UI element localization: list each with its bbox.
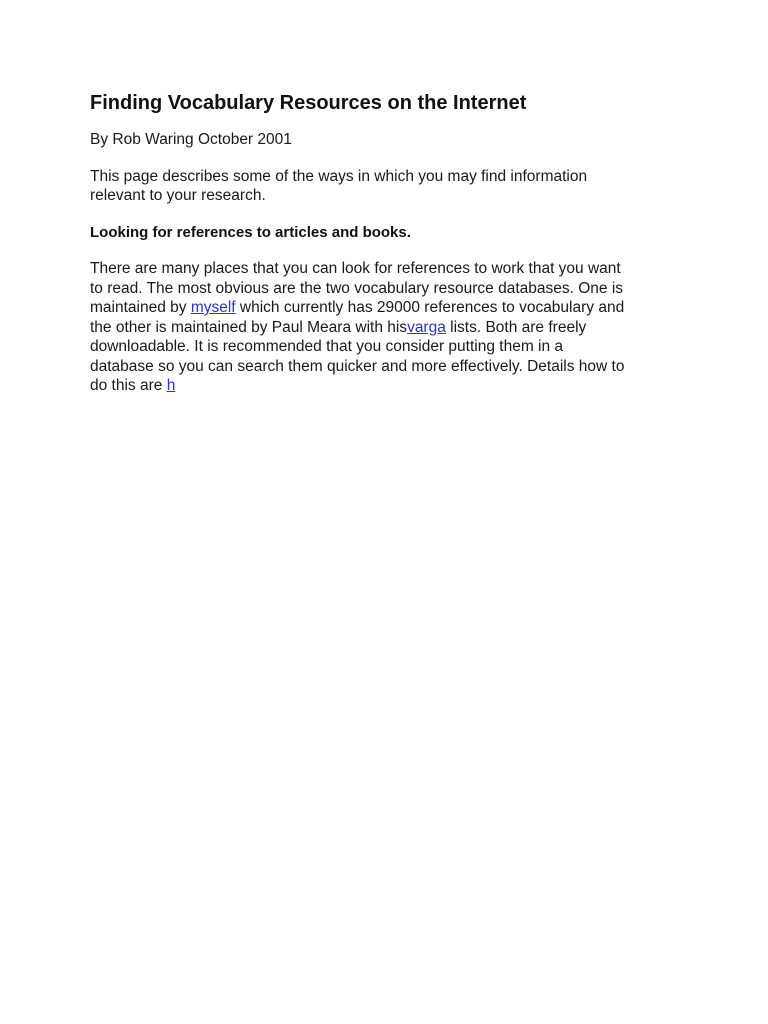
body-text: lists. Both are freely [445,318,587,336]
byline: By Rob Waring October 2001 [90,131,292,148]
document-page [90,88,690,413]
body-text: which currently has 29000 references to vocabulary and [235,299,625,316]
body-text: maintained by [90,299,191,316]
page-title: Finding Vocabulary Resources on the Internet [90,92,527,114]
body-paragraph [90,259,690,396]
body-text: do this are [90,377,167,394]
intro-line: relevant to your research. [90,187,266,204]
body-line: There are many places that you can look for references to work that you want [90,260,621,277]
varga-link[interactable]: varga [407,318,446,336]
intro-line: This page describes some of the ways in which you may find information [90,167,588,185]
myself-link[interactable]: myself [190,299,236,316]
body-line: downloadable. It is recommended that you consider putting them in a [90,338,564,355]
details-link[interactable]: h [166,377,176,394]
body-line: database so you can search them quicker and more effectively. Details how to [90,357,625,375]
body-text: the other is maintained by Paul Meara with his [90,318,408,336]
section-heading: Looking for references to articles and books. [90,223,411,241]
intro-paragraph [90,167,690,206]
body-line: to read. The most obvious are the two vocabulary resource databases. One is [90,279,624,297]
